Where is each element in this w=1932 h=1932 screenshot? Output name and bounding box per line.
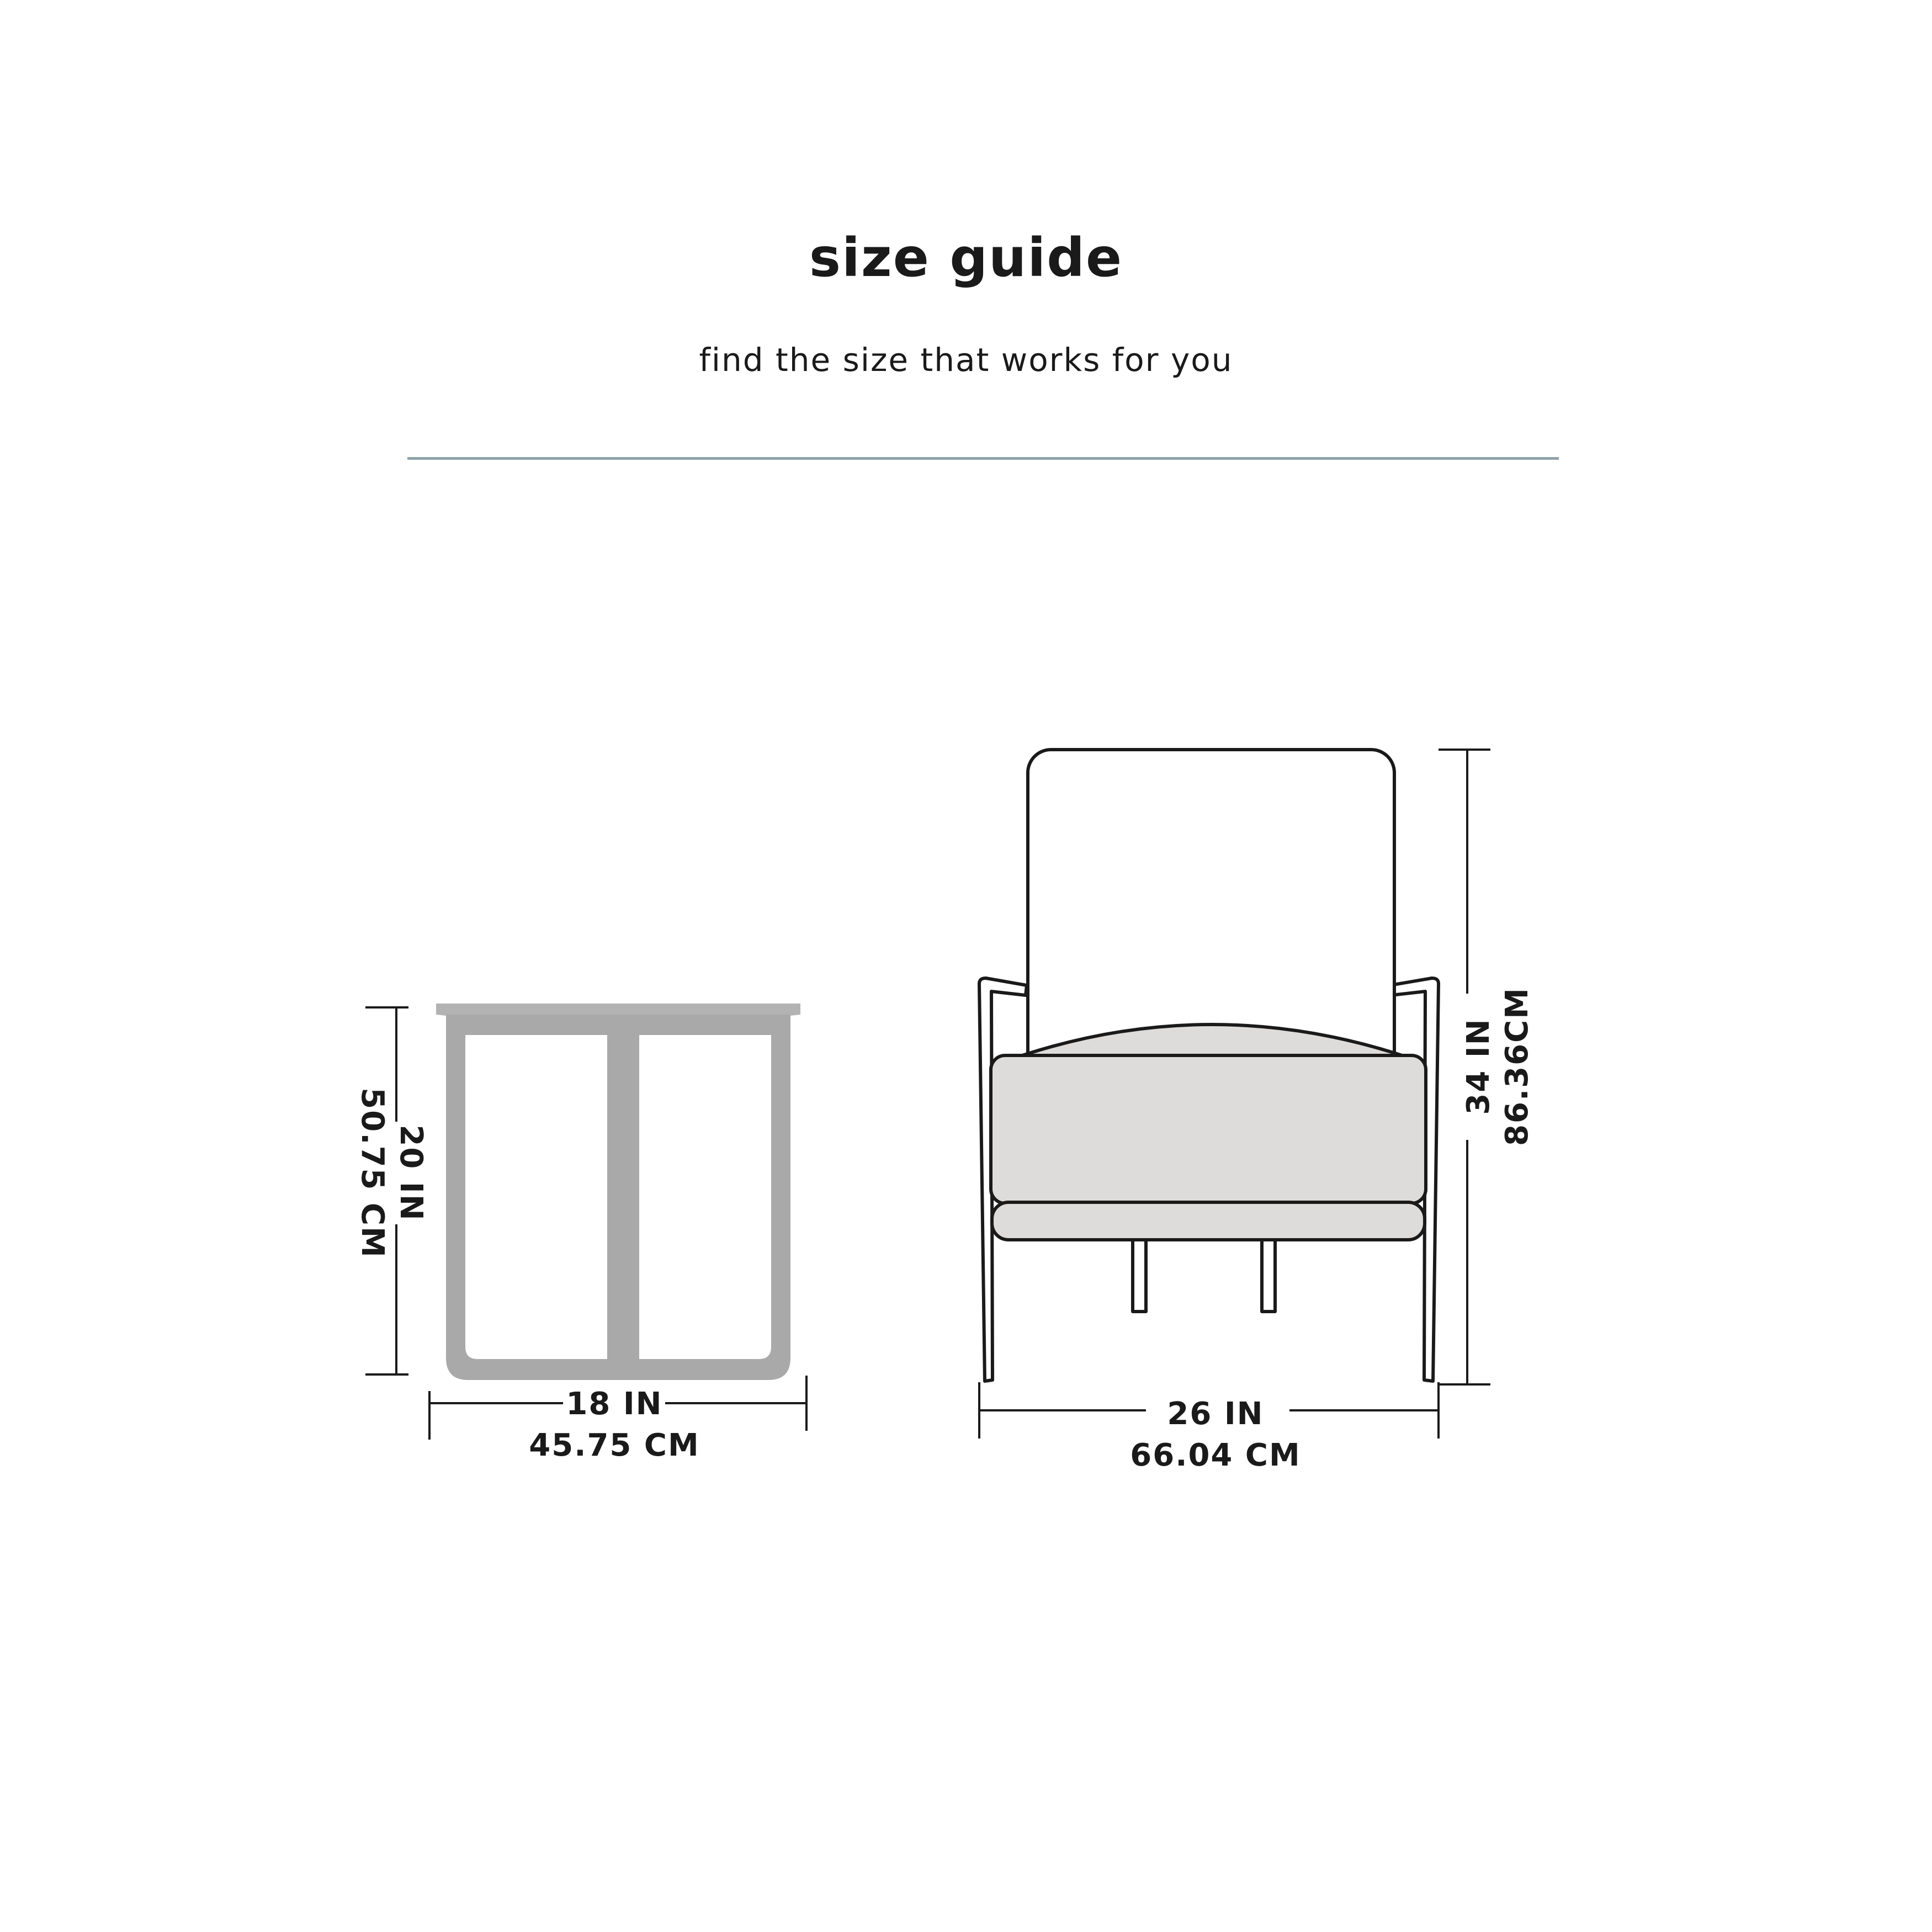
armchair-width-cm: 66.04 CM: [1130, 1437, 1301, 1473]
armchair: [979, 750, 1439, 1381]
side-table-height-labels: [354, 1087, 429, 1258]
armchair-seat-cushion: [991, 1055, 1426, 1203]
armchair-height-cm: 86.36CM: [1499, 987, 1535, 1146]
armchair-leg-left: [1133, 1240, 1146, 1312]
side-table: [436, 1004, 800, 1380]
armchair-height-in: 34 IN: [1461, 1018, 1496, 1115]
side-table-top: [436, 1004, 800, 1016]
side-table-height-in: 20 IN: [393, 1124, 429, 1222]
side-table-width-in: 18 IN: [566, 1386, 663, 1422]
armchair-lower-cushion: [992, 1202, 1425, 1240]
side-table-frame: [446, 1015, 790, 1380]
side-table-width-cm: 45.75 CM: [529, 1427, 700, 1463]
armchair-width-in: 26 IN: [1167, 1396, 1264, 1432]
armchair-leg-right: [1262, 1240, 1275, 1312]
side-table-height-cm: 50.75 CM: [354, 1087, 390, 1259]
page-subtitle: find the size that works for you: [699, 341, 1233, 379]
page-title: size guide: [809, 227, 1123, 289]
armchair-height-labels: [1461, 987, 1535, 1146]
